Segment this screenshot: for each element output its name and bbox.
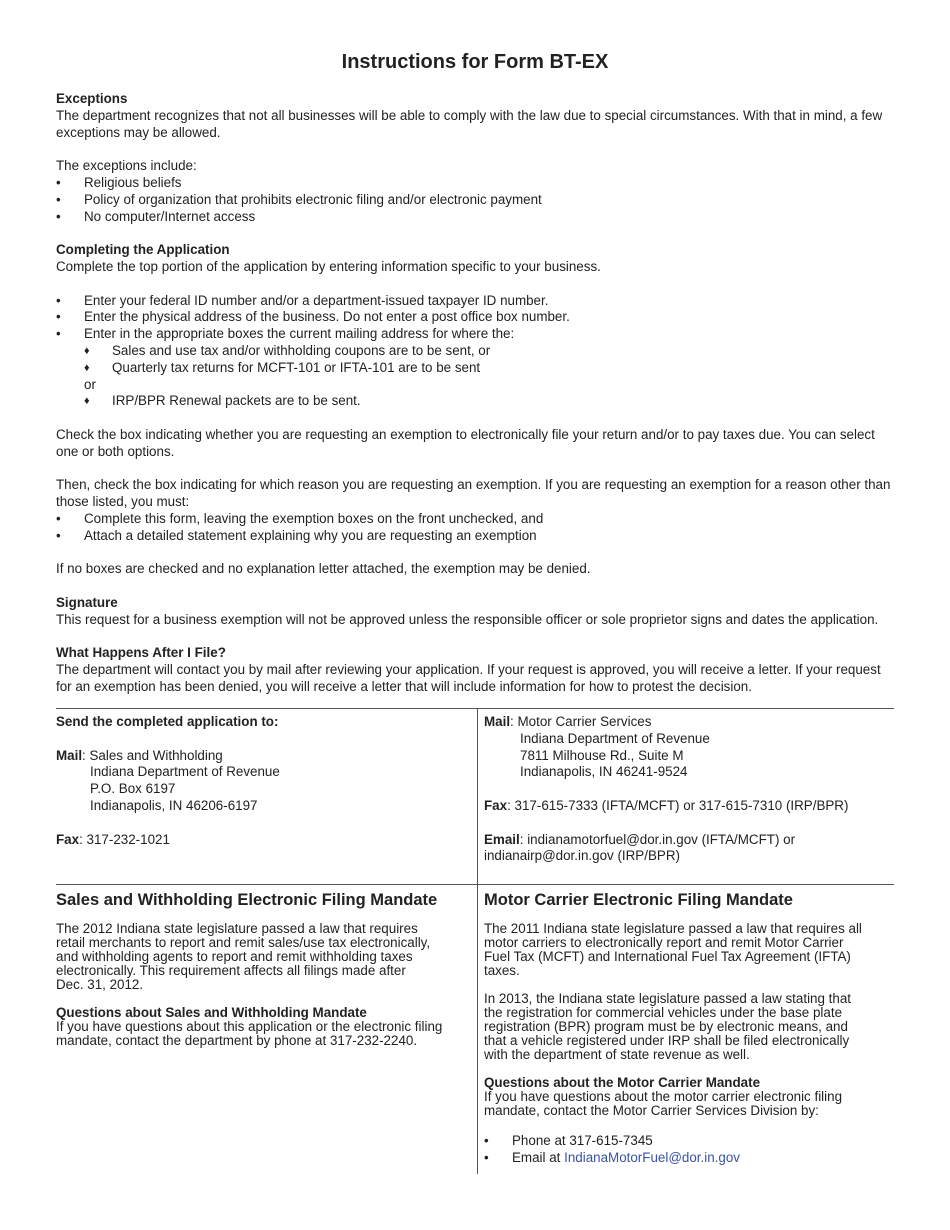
text-line: If you have questions about the motor carrier electronic filing [484, 1089, 843, 1104]
mc-mandate-p2 [484, 992, 894, 1062]
text-line: mandate, contact the Motor Carrier Services Division by: [484, 1103, 819, 1118]
divider-top [56, 708, 894, 709]
sw-questions-heading: Questions about Sales and Withholding Mandate [56, 1005, 367, 1020]
after-file-heading: What Happens After I File? [56, 645, 226, 661]
mc-mandate-section [484, 890, 894, 1167]
fax-label: Fax [484, 797, 508, 813]
email-label: Email [484, 831, 520, 847]
divider-middle [56, 884, 894, 885]
instructions-body [56, 91, 896, 696]
exceptions-heading: Exceptions [56, 91, 128, 106]
fax-label: Fax [56, 831, 80, 847]
mail-line: Motor Carrier Services [517, 714, 652, 729]
email-value: indianamotorfuel@dor.in.gov (IFTA/MCFT) or [527, 831, 796, 847]
mail-line: Indianapolis, IN 46241-9524 [520, 764, 688, 780]
or-separator: or [84, 376, 96, 392]
list-item: • Complete this form, leaving the exemption boxes on the front unchecked, and [56, 511, 896, 528]
contact-phone: • Phone at 317-615-7345 [484, 1133, 894, 1150]
mail-line: Indiana Department of Revenue [90, 764, 280, 780]
sw-mandate-text [56, 922, 472, 992]
mail-line: P.O. Box 6197 [90, 781, 176, 797]
mail-label: Mail [484, 714, 511, 729]
text-line: taxes. [484, 963, 520, 978]
list-item: • Enter in the appropriate boxes the current mailing address for where the: [56, 326, 896, 343]
exceptions-intro: The department recognizes that not all businesses will be able to comply with the law due to special circumstances. With that in mind, a few exceptions may be allowed. [56, 107, 883, 140]
text-line: retail merchants to report and remit sales/use tax electronically, [56, 935, 431, 950]
text-line: motor carriers to electronically report and remit Motor Carrier [484, 935, 844, 950]
email-value: indianairp@dor.in.gov (IRP/BPR) [484, 848, 680, 864]
column-divider [477, 708, 478, 1174]
list-item: • Policy of organization that prohibits electronic filing and/or electronic payment [56, 192, 896, 209]
text-line: In 2013, the Indiana state legislature passed a law stating that [484, 991, 852, 1006]
send-right-address: Mail: Motor Carrier Services Indiana Department of Revenue 7811 Milhouse Rd., Suite M Indianapolis, IN 46241-9524 Fax: 317-615-7333 (IFTA/MCFT) or 317-615-7310 (IRP/BPR) Email: indianamotorfuel@dor.in.gov (IFTA/MCFT) or indianairp@dor.in.gov (IRP/BPR) [484, 714, 894, 865]
completing-heading: Completing the Application [56, 242, 230, 258]
text-line: The 2011 Indiana state legislature passed a law that requires all [484, 921, 862, 936]
text-line: and withholding agents to report and remit withholding taxes [56, 949, 413, 964]
list-item: • Religious beliefs [56, 175, 896, 192]
text-line: with the department of state revenue as well. [484, 1047, 750, 1062]
text-line: Fuel Tax (MCFT) and International Fuel Tax Agreement (IFTA) [484, 949, 851, 964]
fax-value: 317-615-7333 (IFTA/MCFT) or 317-615-7310 (IRP/BPR) [514, 797, 849, 813]
sw-mandate-heading: Sales and Withholding Electronic Filing Mandate [56, 891, 438, 909]
list-item: • Enter your federal ID number and/or a department-issued taxpayer ID number. [56, 293, 896, 310]
text-line: mandate, contact the department by phone at 317-232-2240. [56, 1033, 418, 1048]
contact-email-item [484, 1150, 894, 1167]
mail-line: 7811 Milhouse Rd., Suite M [520, 747, 684, 763]
mc-questions-heading: Questions about the Motor Carrier Mandate [484, 1075, 761, 1090]
signature-text: This request for a business exemption will not be approved unless the responsible officer or sole proprietor signs and dates the application. [56, 611, 879, 627]
sw-mandate-section [56, 890, 472, 1048]
send-heading: Send the completed application to: [56, 714, 279, 729]
fax-value: 317-232-1021 [86, 831, 170, 847]
text-line: registration (BPR) program must be by electronic means, and [484, 1019, 848, 1034]
contact-email-prefix: Email at [512, 1149, 561, 1165]
contact-email-link[interactable]: IndianaMotorFuel@dor.in.gov [564, 1149, 740, 1165]
exceptions-list-intro: The exceptions include: [56, 158, 197, 174]
completing-intro: Complete the top portion of the application by entering information specific to your business. [56, 258, 601, 274]
list-item: • Attach a detailed statement explaining why you are requesting an exemption [56, 528, 896, 545]
list-item: ♦ IRP/BPR Renewal packets are to be sent. [56, 393, 896, 410]
completing-list [56, 293, 896, 343]
text-line: Dec. 31, 2012. [56, 977, 144, 992]
list-item: ♦ Sales and use tax and/or withholding coupons are to be sent, or [56, 343, 896, 360]
list-item: • No computer/Internet access [56, 209, 896, 226]
mail-line: Indianapolis, IN 46206-6197 [90, 797, 258, 813]
after-file-text: The department will contact you by mail after reviewing your application. If your request is approved, you will receive a letter. If your request for an exemption has been denied, you will receive a letter that will include information for how to protest the decision. [56, 662, 881, 694]
list-item: ♦ Quarterly tax returns for MCFT-101 or IFTA-101 are to be sent [56, 360, 896, 377]
mc-mandate-heading: Motor Carrier Electronic Filing Mandate [484, 891, 793, 909]
mail-label: Mail [56, 747, 83, 763]
then-paragraph: Then, check the box indicating for which reason you are requesting an exemption. If you are requesting an exemption for a reason other than those listed, you must: [56, 477, 891, 510]
mc-contact-list [484, 1133, 894, 1167]
mail-line: Sales and Withholding [89, 747, 223, 763]
mailing-sublist [56, 343, 896, 377]
list-item: • Enter the physical address of the business. Do not enter a post office box number. [56, 309, 896, 326]
page-title: Instructions for Form BT-EX [341, 51, 609, 73]
check-box-paragraph: Check the box indicating whether you are requesting an exemption to electronically file your return and/or to pay taxes due. You can select one or both options. [56, 426, 875, 459]
text-line: The 2012 Indiana state legislature passed a law that requires [56, 921, 418, 936]
then-list [56, 511, 896, 545]
denied-paragraph: If no boxes are checked and no explanation letter attached, the exemption may be denied. [56, 561, 591, 577]
mailing-sublist-last [56, 393, 896, 410]
text-line: If you have questions about this application or the electronic filing [56, 1019, 443, 1034]
signature-heading: Signature [56, 594, 118, 610]
exceptions-list [56, 175, 896, 225]
mc-mandate-p1 [484, 922, 894, 978]
send-left-address: Send the completed application to: Mail: Sales and Withholding Indiana Department of Revenue P.O. Box 6197 Indianapolis, IN 46206-6197 Fax: 317-232-1021 [56, 714, 466, 848]
text-line: that a vehicle registered under IRP shall be filed electronically [484, 1033, 850, 1048]
text-line: electronically. This requirement affects all filings made after [56, 963, 406, 978]
mail-line: Indiana Department of Revenue [520, 730, 710, 746]
text-line: the registration for commercial vehicles under the base plate [484, 1005, 843, 1020]
